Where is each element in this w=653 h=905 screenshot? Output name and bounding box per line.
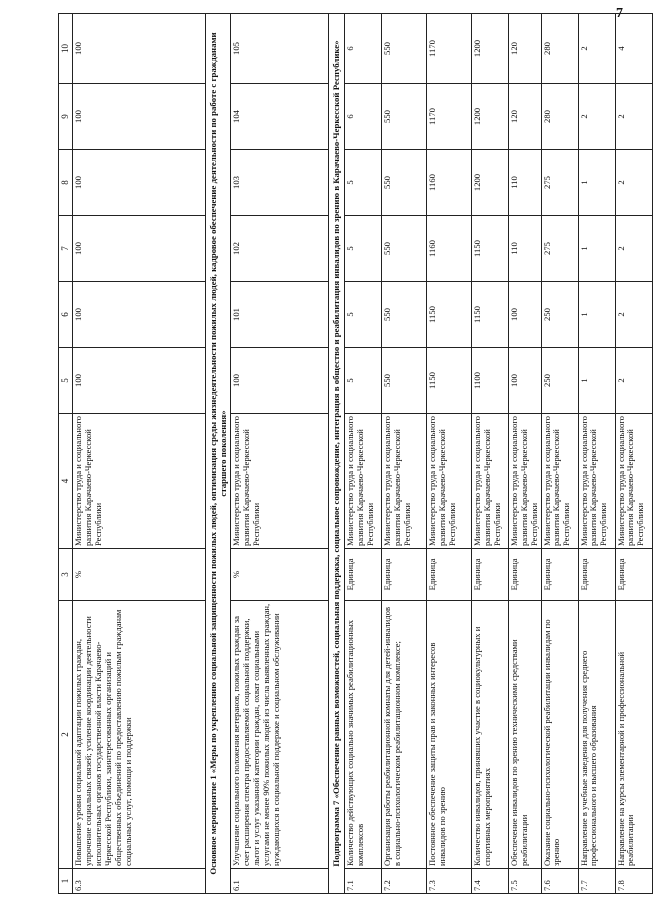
value-cell: 1200 [471, 84, 508, 150]
indicator-name: Повышение уровня социальной адаптации пожилых граждан, упрочение социальных связей; усиление координации деятельности исполнительных органов государственной власти Карачаево-Черкесской Республики, заинтересованных организаций и общественных объединений по предоставлению пожилым гражданам социальных услуг, помощи и поддержки [73, 601, 206, 869]
value-cell: 6 [344, 14, 381, 84]
column-header: 5 [59, 348, 73, 414]
value-cell: 100 [73, 150, 206, 216]
value-cell: 4 [615, 14, 652, 84]
value-cell: 1100 [471, 348, 508, 414]
indicator-name: Количество инвалидов, принявших участие в социокультурных и спортивных мероприятиях [471, 601, 508, 869]
table-row [73, 14, 206, 894]
value-cell: 100 [508, 348, 541, 414]
value-cell: 1150 [426, 348, 471, 414]
value-cell: 250 [541, 282, 578, 348]
value-cell: 1150 [471, 282, 508, 348]
section-title: Подпрограмма 7 «Обеспечение равных возможностей, социальная поддержка, социальное сопровождение, интеграция в общество и реабилитация инвалидов по зрению в Карачаево-Черкесской Республике» [329, 14, 344, 894]
table-row [471, 14, 508, 894]
value-cell: 1170 [426, 14, 471, 84]
responsible: Министерство труда и социального развития Карачаево-Черкесской Республики [344, 414, 381, 549]
value-cell: 100 [73, 348, 206, 414]
row-number: 7.8 [615, 869, 652, 894]
table-row [508, 14, 541, 894]
value-cell: 550 [381, 216, 426, 282]
unit: Единица [426, 549, 471, 601]
value-cell: 100 [73, 14, 206, 84]
responsible: Министерство труда и социального развития Карачаево-Черкесской Республики [541, 414, 578, 549]
column-header: 2 [59, 601, 73, 869]
unit: Единица [508, 549, 541, 601]
value-cell: 5 [344, 348, 381, 414]
table-row [615, 14, 652, 894]
indicator-name: Обеспечение инвалидов по зрению техническими средствами реабилитации [508, 601, 541, 869]
unit: Единица [381, 549, 426, 601]
section-title: Основное мероприятие 1 «Меры по укреплению социальной защищенности пожилых людей, оптимизация среды жизнедеятельности пожилых людей, кадровое обеспечение деятельности по работе с гражданами старшего поколения» [206, 14, 231, 894]
table-container [58, 14, 646, 894]
value-cell: 1 [578, 282, 615, 348]
value-cell: 1 [578, 150, 615, 216]
value-cell: 103 [231, 150, 329, 216]
indicator-name: Направление на курсы элементарной и профессиональной реабилитации [615, 601, 652, 869]
column-header: 8 [59, 150, 73, 216]
value-cell: 550 [381, 150, 426, 216]
value-cell: 550 [381, 282, 426, 348]
column-header: 6 [59, 282, 73, 348]
column-header: 10 [59, 14, 73, 84]
indicator-name: Оказание социально-психологической реабилитации инвалидам по зрению [541, 601, 578, 869]
unit: Единица [578, 549, 615, 601]
value-cell: 102 [231, 216, 329, 282]
responsible: Министерство труда и социального развития Карачаево-Черкесской Республики [508, 414, 541, 549]
responsible: Министерство труда и социального развития Карачаево-Черкесской Республики [231, 414, 329, 549]
value-cell: 2 [615, 282, 652, 348]
section-row [206, 14, 231, 894]
indicator-name: Организация работы реабилитационной комнаты для детей-инвалидов в социально-психологическом реабилитационном комплексе; [381, 601, 426, 869]
value-cell: 550 [381, 348, 426, 414]
row-number: 7.1 [344, 869, 381, 894]
row-number: 6.1 [231, 869, 329, 894]
value-cell: 110 [508, 150, 541, 216]
value-cell: 2 [578, 14, 615, 84]
page-number: 7 [616, 6, 623, 21]
indicator-name: Количество действующих социально значимых реабилитационных комплексов [344, 601, 381, 869]
value-cell: 105 [231, 14, 329, 84]
column-header: 3 [59, 549, 73, 601]
value-cell: 110 [508, 216, 541, 282]
header-row [59, 14, 73, 894]
unit: % [231, 549, 329, 601]
unit: Единица [541, 549, 578, 601]
section-row [329, 14, 344, 894]
row-number: 7.6 [541, 869, 578, 894]
responsible: Министерство труда и социального развития Карачаево-Черкесской Республики [73, 414, 206, 549]
table-row [578, 14, 615, 894]
value-cell: 6 [344, 84, 381, 150]
value-cell: 120 [508, 14, 541, 84]
value-cell: 280 [541, 14, 578, 84]
value-cell: 100 [73, 282, 206, 348]
value-cell: 550 [381, 14, 426, 84]
row-number: 7.7 [578, 869, 615, 894]
responsible: Министерство труда и социального развития Карачаево-Черкесской Республики [471, 414, 508, 549]
unit: Единица [344, 549, 381, 601]
table-row [231, 14, 329, 894]
value-cell: 1150 [426, 282, 471, 348]
value-cell: 5 [344, 282, 381, 348]
value-cell: 1150 [471, 216, 508, 282]
value-cell: 120 [508, 84, 541, 150]
value-cell: 100 [508, 282, 541, 348]
value-cell: 1170 [426, 84, 471, 150]
value-cell: 2 [615, 216, 652, 282]
rotated-page [58, 14, 646, 894]
value-cell: 5 [344, 216, 381, 282]
value-cell: 1 [578, 216, 615, 282]
value-cell: 104 [231, 84, 329, 150]
value-cell: 2 [615, 348, 652, 414]
responsible: Министерство труда и социального развития Карачаево-Черкесской Республики [426, 414, 471, 549]
table-row [344, 14, 381, 894]
value-cell: 280 [541, 84, 578, 150]
value-cell: 550 [381, 84, 426, 150]
value-cell: 101 [231, 282, 329, 348]
table-row [381, 14, 426, 894]
value-cell: 1200 [471, 150, 508, 216]
value-cell: 100 [231, 348, 329, 414]
row-number: 7.2 [381, 869, 426, 894]
value-cell: 1160 [426, 216, 471, 282]
value-cell: 2 [578, 84, 615, 150]
row-number: 7.3 [426, 869, 471, 894]
value-cell: 275 [541, 216, 578, 282]
value-cell: 1 [578, 348, 615, 414]
unit: % [73, 549, 206, 601]
value-cell: 2 [615, 84, 652, 150]
column-header: 4 [59, 414, 73, 549]
row-number: 7.5 [508, 869, 541, 894]
value-cell: 1160 [426, 150, 471, 216]
responsible: Министерство труда и социального развития Карачаево-Черкесской Республики [578, 414, 615, 549]
column-header: 1 [59, 869, 73, 894]
indicators-table [58, 13, 653, 894]
value-cell: 5 [344, 150, 381, 216]
responsible: Министерство труда и социального развития Карачаево-Черкесской Республики [381, 414, 426, 549]
value-cell: 100 [73, 216, 206, 282]
unit: Единица [615, 549, 652, 601]
value-cell: 100 [73, 84, 206, 150]
column-header: 7 [59, 216, 73, 282]
unit: Единица [471, 549, 508, 601]
indicator-name: Направление в учебные заведения для получения среднего профессионального и высшего образования [578, 601, 615, 869]
row-number: 7.4 [471, 869, 508, 894]
indicator-name: Улучшение социального положения ветеранов, пожилых граждан за счет расширения спектра предоставляемой социальной поддержки, льгот и услуг указанной категории граждан, охват социальными услугами не менее 90% пожилых людей из числа выявленных граждан, нуждающихся в социальной поддержке и социальном обслуживании [231, 601, 329, 869]
column-header: 9 [59, 84, 73, 150]
indicator-name: Постоянное обеспечение защиты прав и законных интересов инвалидов по зрению [426, 601, 471, 869]
value-cell: 1200 [471, 14, 508, 84]
value-cell: 2 [615, 150, 652, 216]
responsible: Министерство труда и социального развития Карачаево-Черкесской Республики [615, 414, 652, 549]
table-row [426, 14, 471, 894]
table-row [541, 14, 578, 894]
value-cell: 250 [541, 348, 578, 414]
value-cell: 275 [541, 150, 578, 216]
row-number: 6.3 [73, 869, 206, 894]
